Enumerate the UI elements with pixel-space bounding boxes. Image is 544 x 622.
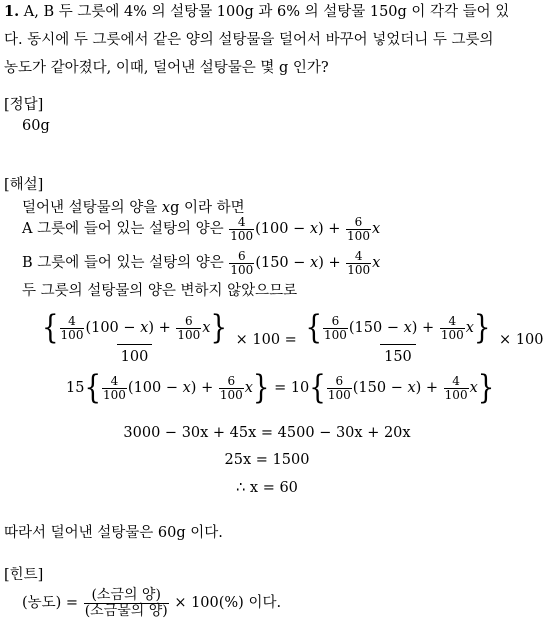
answer-header: [정답]: [4, 97, 44, 113]
solution-conclusion: 따라서 덜어낸 설탕물은 60g 이다.: [4, 525, 223, 541]
equation-3: 3000 − 30x + 45x = 4500 − 30x + 20x: [123, 425, 411, 441]
equation-1-lhs-fraction: { $\frac{4}{100}$ (100 − x) + $\frac{6}{100}$ x} 100: [42, 309, 228, 366]
fraction-4-100: $\frac{4}{100}$: [230, 215, 254, 243]
solution-line-a: A 그릇에 들어 있는 설탕의 양은 $\frac{4}{100}$ (100 − x) + $\frac{6}{100}$ x: [22, 215, 381, 243]
hint-denominator: (소금물의 양): [84, 602, 168, 619]
fraction-6-100: $\frac{6}{100}$: [230, 249, 254, 277]
problem-line-2: 다. 동시에 두 그릇에서 같은 양의 설탕물을 덜어서 바꾸어 넣었더니 두 그릇의: [4, 32, 494, 48]
hint-formula: [22, 588, 281, 618]
var-x: x: [161, 200, 171, 216]
answer-value: 60g: [22, 118, 50, 134]
solution-line-b-text: B 그릇에 들어 있는 설탕의 양은: [22, 255, 224, 272]
hint-header: [힌트]: [4, 567, 44, 583]
hint-numerator: (소금의 양): [91, 587, 161, 603]
problem-line-3: 농도가 같아졌다, 이때, 덜어낸 설탕물은 몇 g 인가?: [4, 60, 329, 76]
hint-lhs: (농도) =: [22, 595, 79, 612]
problem-number: 1.: [4, 3, 20, 20]
fraction-4-100: $\frac{4}{100}$: [347, 249, 371, 277]
equation-1-rhs-fraction: { $\frac{6}{100}$ (150 − x) + $\frac{4}{100}$ x} 150: [305, 309, 491, 366]
solution-line-a-text: A 그릇에 들어 있는 설탕의 양은: [22, 221, 224, 238]
problem-line-1: [4, 5, 530, 20]
solution-line-4: 두 그릇의 설탕물의 양은 변하지 않았으므로: [22, 283, 298, 299]
equation-1: { $\frac{4}{100}$ (100 − x) + $\frac{6}{100}$ x} 100 × 100 = { $\frac{6}{100}$ (150 − x) + $\frac{4}{100}$ x} 150 × 100: [38, 315, 544, 365]
equation-5: ∴ x = 60: [236, 480, 298, 496]
fraction-6-100: $\frac{6}{100}$: [347, 215, 370, 243]
problem-text-1: A, B 두 그릇에 4% 의 설탕물 100g 과 6% 의 설탕물 150g 이 각각 들어 있: [23, 4, 510, 20]
equation-2: 15{ $\frac{4}{100}$ (100 − x) + $\frac{6}{100}$ x} = 10{ $\frac{6}{100}$ (150 − x) + $\frac{4}{100}$ x}: [66, 369, 495, 407]
solution-line-b: B 그릇에 들어 있는 설탕의 양은 $\frac{6}{100}$ (150 − x) + $\frac{4}{100}$ x: [22, 249, 381, 277]
equation-4: 25x = 1500: [224, 452, 310, 468]
hint-fraction: [84, 588, 169, 618]
hint-rhs: × 100(%) 이다.: [174, 595, 282, 612]
solution-header: [해설]: [4, 177, 44, 193]
solution-line-1: 덜어낸 설탕물의 양을 xg 이라 하면: [22, 200, 245, 216]
